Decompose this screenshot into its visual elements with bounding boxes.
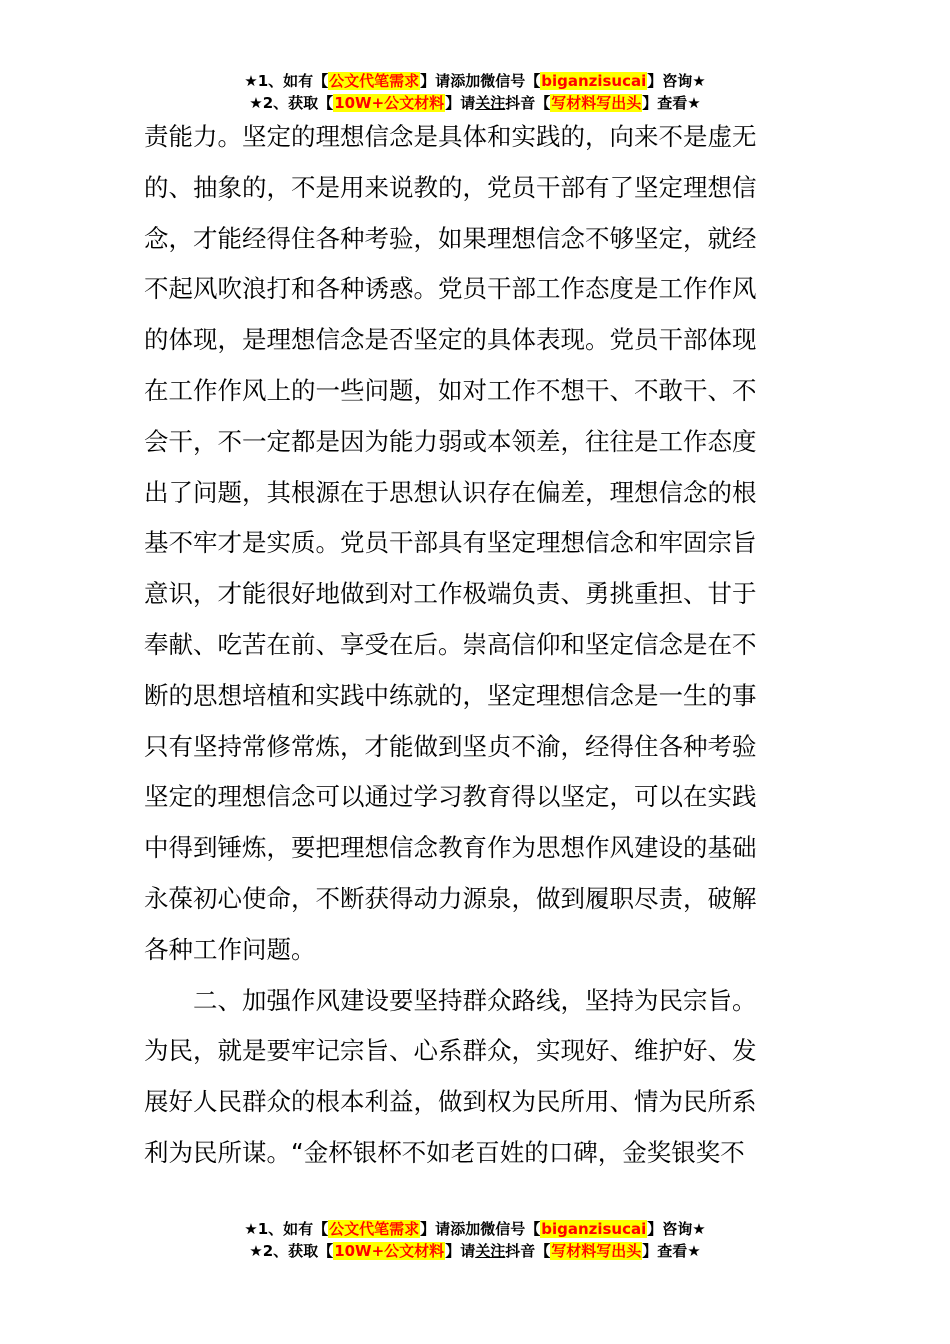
body-line: 中得到锤炼，要把理想信念教育作为思想作风建设的基础 (144, 833, 757, 863)
banner-text: 】查看★ (642, 1242, 701, 1260)
body-line: 念，才能经得住各种考验，如果理想信念不够坚定，就经 (144, 223, 757, 253)
banner-highlight: 公文代笔需求 (329, 1220, 420, 1238)
body-line: 永葆初心使命，不断获得动力源泉，做到履职尽责，破解 (144, 883, 757, 913)
body-line: 的体现，是理想信念是否坚定的具体表现。党员干部体现 (144, 325, 757, 355)
body-line: 出了问题，其根源在于思想认识存在偏差，理想信念的根 (144, 477, 757, 507)
body-line: 的、抽象的，不是用来说教的，党员干部有了坚定理想信 (144, 172, 757, 202)
banner-text: ★2、获取【 (249, 1242, 334, 1260)
body-line: 利为民所谋。“金杯银杯不如老百姓的口碑，金奖银奖不 (144, 1137, 745, 1167)
banner-highlight: 写材料写出头 (551, 94, 642, 112)
body-line: 在工作作风上的一些问题，如对工作不想干、不敢干、不 (144, 375, 757, 405)
banner-text: ★2、获取【 (249, 94, 334, 112)
banner-emphasis: 添加 (450, 1220, 481, 1238)
banner-text: 】请 (420, 1220, 451, 1238)
banner-text: 】请 (445, 1242, 476, 1260)
banner-text: 】咨询★ (647, 72, 706, 90)
body-line: 奉献、吃苦在前、享受在后。崇高信仰和坚定信念是在不 (144, 629, 757, 659)
banner-highlight: 公文代笔需求 (329, 72, 420, 90)
banner-text: 】请 (420, 72, 451, 90)
body-line: 展好人民群众的根本利益，做到权为民所用、情为民所系 (144, 1087, 757, 1117)
banner-highlight: 10W+公文材料 (334, 1242, 445, 1260)
banner-text: ★1、如有【 (244, 1220, 329, 1238)
banner-text: 微信号【 (480, 1220, 541, 1238)
section-heading-line: 二、加强作风建设要坚持群众路线，坚持为民宗旨。 (144, 985, 757, 1015)
document-body (144, 112, 809, 1179)
body-line: 坚定的理想信念可以通过学习教育得以坚定，可以在实践 (144, 782, 757, 812)
footer-banner-line-1 (0, 1218, 950, 1240)
body-line: 责能力。坚定的理想信念是具体和实践的，向来不是虚无 (144, 122, 757, 151)
banner-highlight: biganzisucai (541, 72, 647, 90)
banner-text: 抖音【 (505, 1242, 551, 1260)
banner-highlight: biganzisucai (541, 1220, 647, 1238)
header-banner-line-2 (0, 92, 950, 114)
banner-text: 】咨询★ (647, 1220, 706, 1238)
body-line: 会干，不一定都是因为能力弱或本领差，往往是工作态度 (144, 426, 757, 456)
body-line: 只有坚持常修常炼，才能做到坚贞不渝，经得住各种考验 (144, 731, 757, 761)
body-line: 断的思想培植和实践中练就的，坚定理想信念是一生的事 (144, 680, 757, 710)
banner-emphasis: 添加 (450, 72, 481, 90)
banner-text: ★1、如有【 (244, 72, 329, 90)
banner-text: 抖音【 (505, 94, 551, 112)
body-line: 基不牢才是实质。党员干部具有坚定理想信念和牢固宗旨 (144, 528, 757, 558)
banner-text: 】查看★ (642, 94, 701, 112)
body-line: 各种工作问题。 (144, 934, 316, 964)
body-line: 为民，就是要牢记宗旨、心系群众，实现好、维护好、发 (144, 1036, 757, 1066)
body-line: 意识，才能很好地做到对工作极端负责、勇挑重担、甘于 (144, 579, 757, 609)
header-banner (0, 70, 950, 114)
banner-text: 微信号【 (480, 72, 541, 90)
footer-banner (0, 1218, 950, 1262)
banner-emphasis: 关注 (475, 1242, 506, 1260)
banner-highlight: 写材料写出头 (551, 1242, 642, 1260)
banner-emphasis: 关注 (475, 94, 506, 112)
banner-text: 】请 (445, 94, 476, 112)
header-banner-line-1 (0, 70, 950, 92)
body-line: 不起风吹浪打和各种诱惑。党员干部工作态度是工作作风 (144, 274, 757, 304)
footer-banner-line-2 (0, 1240, 950, 1262)
banner-highlight: 10W+公文材料 (334, 94, 445, 112)
